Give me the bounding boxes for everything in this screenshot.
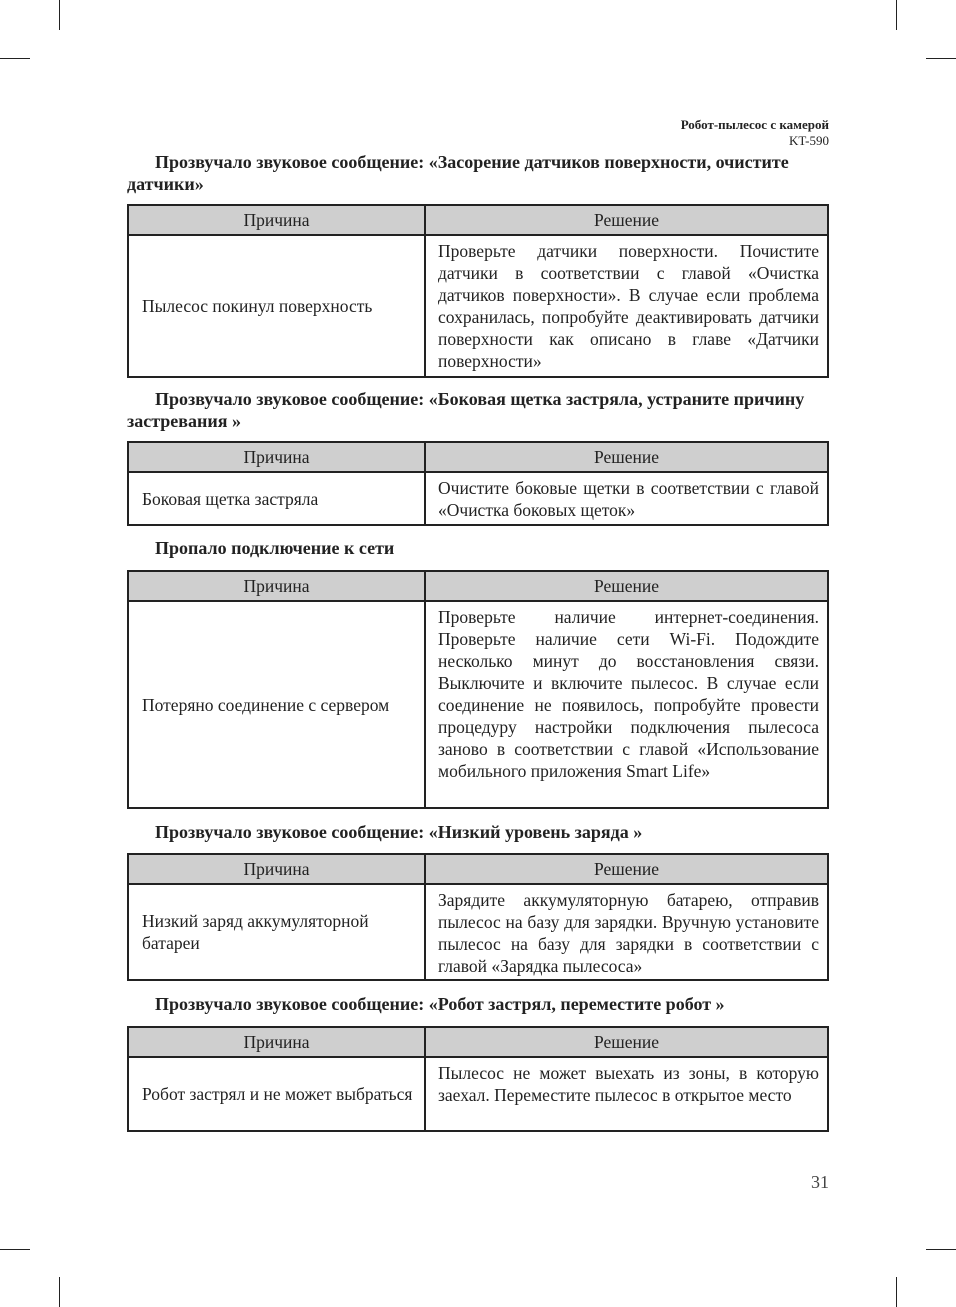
cause-header: Причина: [128, 571, 425, 601]
running-header: [681, 117, 829, 149]
crop-mark: [896, 1277, 897, 1307]
section-title: Прозвучало звуковое сообщение: «Робот застрял, переместите робот »: [155, 994, 725, 1014]
cause-cell: Потеряно соединение с сервером: [128, 601, 425, 808]
cause-cell: Пылесос покинул поверхность: [128, 235, 425, 377]
header-title: Робот-пылесос с камерой: [680, 117, 829, 132]
troubleshooting-table: [127, 1026, 829, 1132]
solution-header: Решение: [425, 1027, 828, 1057]
page-number: 31: [811, 1172, 829, 1192]
cause-header: Причина: [128, 1027, 425, 1057]
section-title: Прозвучало звуковое сообщение: «Засорение датчиков поверхности, очистите датчики»: [127, 152, 789, 194]
troubleshooting-table: [127, 853, 829, 981]
table-header-row: [128, 1027, 828, 1057]
table-row: [128, 601, 828, 808]
cause-header: Причина: [128, 205, 425, 235]
table-row: [128, 235, 828, 377]
solution-cell: Очистите боковые щетки в соответствии с главой «Очистка боковых щеток»: [425, 472, 828, 525]
table-row: [128, 884, 828, 980]
cause-header: Причина: [128, 854, 425, 884]
crop-mark: [59, 1277, 60, 1307]
solution-cell: Проверьте датчики поверхности. Почистите датчики в соответствии с главой «Очистка датчиков поверхности». В случае если проблема сохранилась, попробуйте деактивировать датчики поверхности как описано в главе «Датчики поверхности»: [425, 235, 828, 377]
crop-mark: [0, 58, 30, 59]
cause-cell: Низкий заряд аккумуляторной батареи: [128, 884, 425, 980]
table-header-row: [128, 205, 828, 235]
section-title: Пропало подключение к сети: [155, 538, 395, 558]
solution-cell: Зарядите аккумуляторную батарею, отправив пылесос на базу для зарядки. Вручную установите пылесос на базу для зарядки в соответствии с главой «Зарядка пылесоса»: [425, 884, 828, 980]
solution-header: Решение: [425, 205, 828, 235]
solution-header: Решение: [425, 442, 828, 472]
cause-header: Причина: [128, 442, 425, 472]
cause-cell: Боковая щетка застряла: [128, 472, 425, 525]
crop-mark: [926, 58, 956, 59]
table-row: [128, 472, 828, 525]
solution-header: Решение: [425, 571, 828, 601]
section-title: Прозвучало звуковое сообщение: «Боковая щетка застряла, устраните причину застревания »: [127, 389, 805, 431]
section-title: Прозвучало звуковое сообщение: «Низкий уровень заряда »: [155, 822, 643, 842]
table-row: [128, 1057, 828, 1131]
table-header-row: [128, 571, 828, 601]
crop-mark: [0, 1249, 30, 1250]
crop-mark: [926, 1249, 956, 1250]
solution-cell: Пылесос не может выехать из зоны, в которую заехал. Переместите пылесос в открытое место: [425, 1057, 828, 1131]
crop-mark: [59, 0, 60, 30]
table-header-row: [128, 442, 828, 472]
cause-cell: Робот застрял и не может выбраться: [128, 1057, 425, 1131]
solution-cell: Проверьте наличие интернет-соединения. Проверьте наличие сети Wi-Fi. Подождите несколько минут до восстановления связи. Выключите и включите пылесос. В случае если соединение не появилось, попробуйте провести процедуру настройки подключения пылесоса заново в соответствии с главой «Использование мобильного приложения Smart Life»: [425, 601, 828, 808]
header-model: KT-590: [789, 133, 829, 148]
table-header-row: [128, 854, 828, 884]
troubleshooting-table: [127, 441, 829, 526]
solution-header: Решение: [425, 854, 828, 884]
troubleshooting-table: [127, 204, 829, 378]
troubleshooting-table: [127, 570, 829, 809]
crop-mark: [896, 0, 897, 30]
